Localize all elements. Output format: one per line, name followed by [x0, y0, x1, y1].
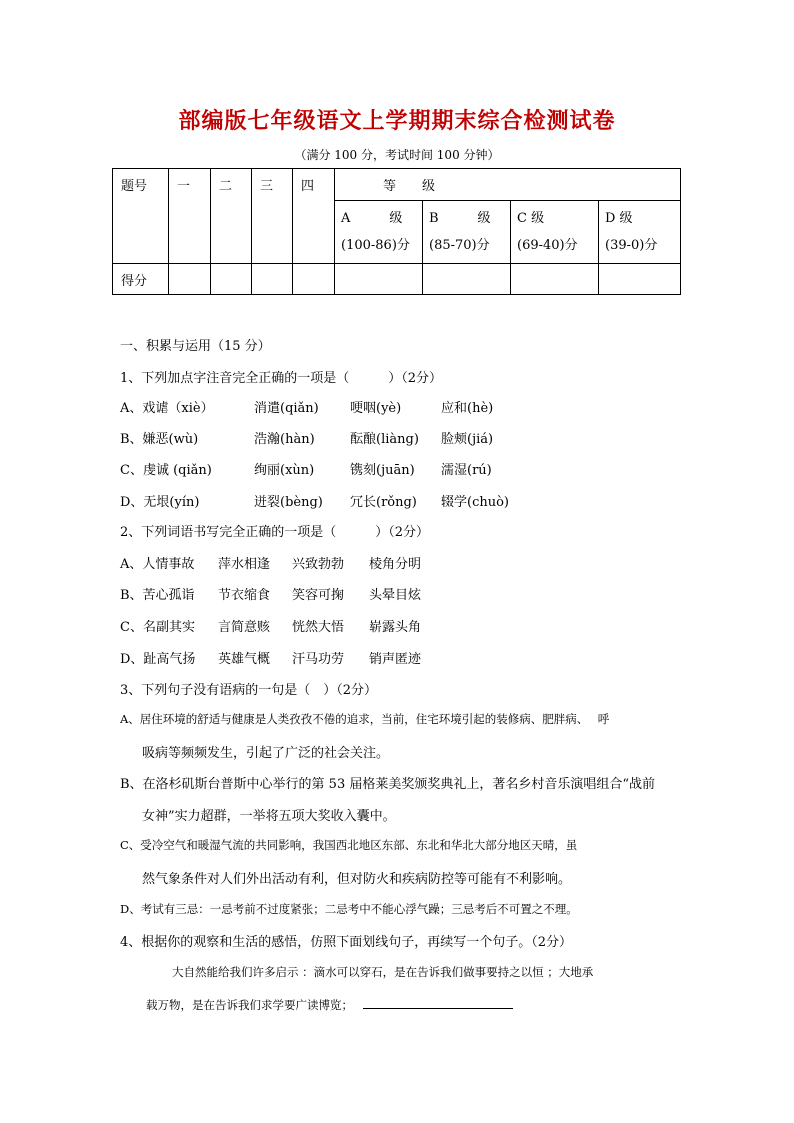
option-text: 言简意赅: [218, 620, 271, 635]
question-3-option-b-cont: 女神”实力超群，一举将五项大奖收入囊中。: [142, 809, 396, 824]
score-blank-cell[interactable]: [169, 264, 211, 295]
question-4-example: 大自然能给我们许多启示 ：滴水可以穿石，是在告诉我们做事要持之以恒 ；大地承: [172, 965, 594, 979]
score-blank-cell[interactable]: [335, 264, 423, 295]
question-3-option-d: D、考试有三忌：一忌考前不过度紧张；二忌考中不能心浮气躁；三忌考后不可置之不理。: [120, 902, 578, 916]
option-text: 节衣缩食: [218, 588, 271, 603]
option-text: C、名副其实: [120, 620, 195, 635]
answer-blank[interactable]: [363, 996, 513, 1009]
col-3-header: 三: [252, 169, 293, 264]
option-text: 汗马功劳: [292, 652, 345, 667]
grade-b-cell: B 级 (85-70)分: [423, 201, 511, 264]
option-text: 酝酿(liàng): [350, 432, 419, 447]
grade-d-cell: D 级 (39-0)分: [599, 201, 681, 264]
question-1-stem: 1、下列加点字注音完全正确的一项是（ ）（2分）: [120, 371, 443, 386]
score-blank-cell[interactable]: [423, 264, 511, 295]
option-text: 崭露头角: [369, 620, 422, 635]
question-4-stem: 4、根据你的观察和生活的感悟，仿照下面划线句子，再续写一个句子。（2分）: [120, 935, 573, 950]
option-text: B、苦心孤诣: [120, 588, 195, 603]
grade-a-cell: A 级 (100-86)分: [335, 201, 423, 264]
question-3-option-a-cont: 吸病等频频发生，引起了广泛的社会关注。: [142, 746, 390, 761]
option-text: D、趾高气扬: [120, 652, 196, 667]
option-text: C、虔诚 (qiǎn): [120, 463, 212, 478]
option-text: 浩瀚(hàn): [254, 432, 315, 447]
option-text: 哽咽(yè): [350, 401, 402, 416]
option-text: 萍水相逢: [218, 557, 271, 572]
col-2-header: 二: [211, 169, 252, 264]
score-blank-cell[interactable]: [252, 264, 293, 295]
option-text: 头晕目炫: [369, 588, 422, 603]
page-title: 部编版七年级语文上学期期末综合检测试卷: [178, 109, 616, 134]
option-text: 应和(hè): [441, 401, 494, 416]
option-text: 冗长(rǒng): [350, 495, 417, 510]
option-text: 辍学(chuò): [441, 495, 509, 510]
option-text: 镌刻(juān): [350, 463, 415, 478]
score-blank-cell[interactable]: [293, 264, 335, 295]
score-blank-cell[interactable]: [511, 264, 599, 295]
option-text: A、戏谑（xiè）: [120, 401, 214, 416]
page-subtitle: （满分 100 分，考试时间 100 分钟）: [294, 148, 500, 162]
col-1-header: 一: [169, 169, 211, 264]
option-text: 兴致勃勃: [292, 557, 345, 572]
option-text: 笑容可掬: [292, 588, 345, 603]
option-text: 恍然大悟: [292, 620, 345, 635]
option-text: 迸裂(bèng): [254, 495, 323, 510]
option-text: 消遣(qiǎn): [254, 401, 319, 416]
grade-c-cell: C 级 (69-40)分: [511, 201, 599, 264]
option-text: 销声匿迹: [369, 652, 422, 667]
score-blank-cell[interactable]: [211, 264, 252, 295]
question-3-option-a: A、居住环境的舒适与健康是人类孜孜不倦的追求，当前，住宅环境引起的装修病、肥胖病、 呼: [120, 712, 610, 726]
score-table: [112, 168, 681, 295]
option-text: A、人情事故: [120, 557, 195, 572]
question-2-stem: 2、下列词语书写完全正确的一项是（ ）（2分）: [120, 525, 430, 540]
option-text: 英雄气概: [218, 652, 271, 667]
option-text: 濡湿(rú): [441, 463, 492, 478]
option-text: 脸颊(jiá): [441, 432, 494, 447]
option-text: B、嫌恶(wù): [120, 432, 199, 447]
defen-cell: 得分: [113, 264, 169, 295]
question-3-option-b: B、在洛杉矶斯台普斯中心举行的第 53 届格莱美奖颁奖典礼上，著名乡村音乐演唱组合“战前: [120, 777, 656, 792]
option-text: D、无垠(yín): [120, 495, 200, 510]
question-3-stem: 3、下列句子没有语病的一句是（ ）（2分）: [120, 683, 378, 698]
question-4-example-cont: 载万物，是在告诉我们求学要广读博览；: [146, 996, 513, 1013]
col-4-header: 四: [293, 169, 335, 264]
dengji-header: 等 级: [335, 169, 681, 201]
tihao-cell: 题号: [113, 169, 169, 264]
score-blank-cell[interactable]: [599, 264, 681, 295]
section-heading: 一、积累与运用（15 分）: [120, 339, 271, 354]
question-3-option-c: C、受冷空气和暖湿气流的共同影响，我国西北地区东部、东北和华北大部分地区天晴，虽: [120, 838, 578, 852]
option-text: 棱角分明: [369, 557, 422, 572]
question-3-option-c-cont: 然气象条件对人们外出活动有利，但对防火和疾病防控等可能有不利影响。: [142, 872, 572, 887]
option-text: 绚丽(xùn): [254, 463, 315, 478]
